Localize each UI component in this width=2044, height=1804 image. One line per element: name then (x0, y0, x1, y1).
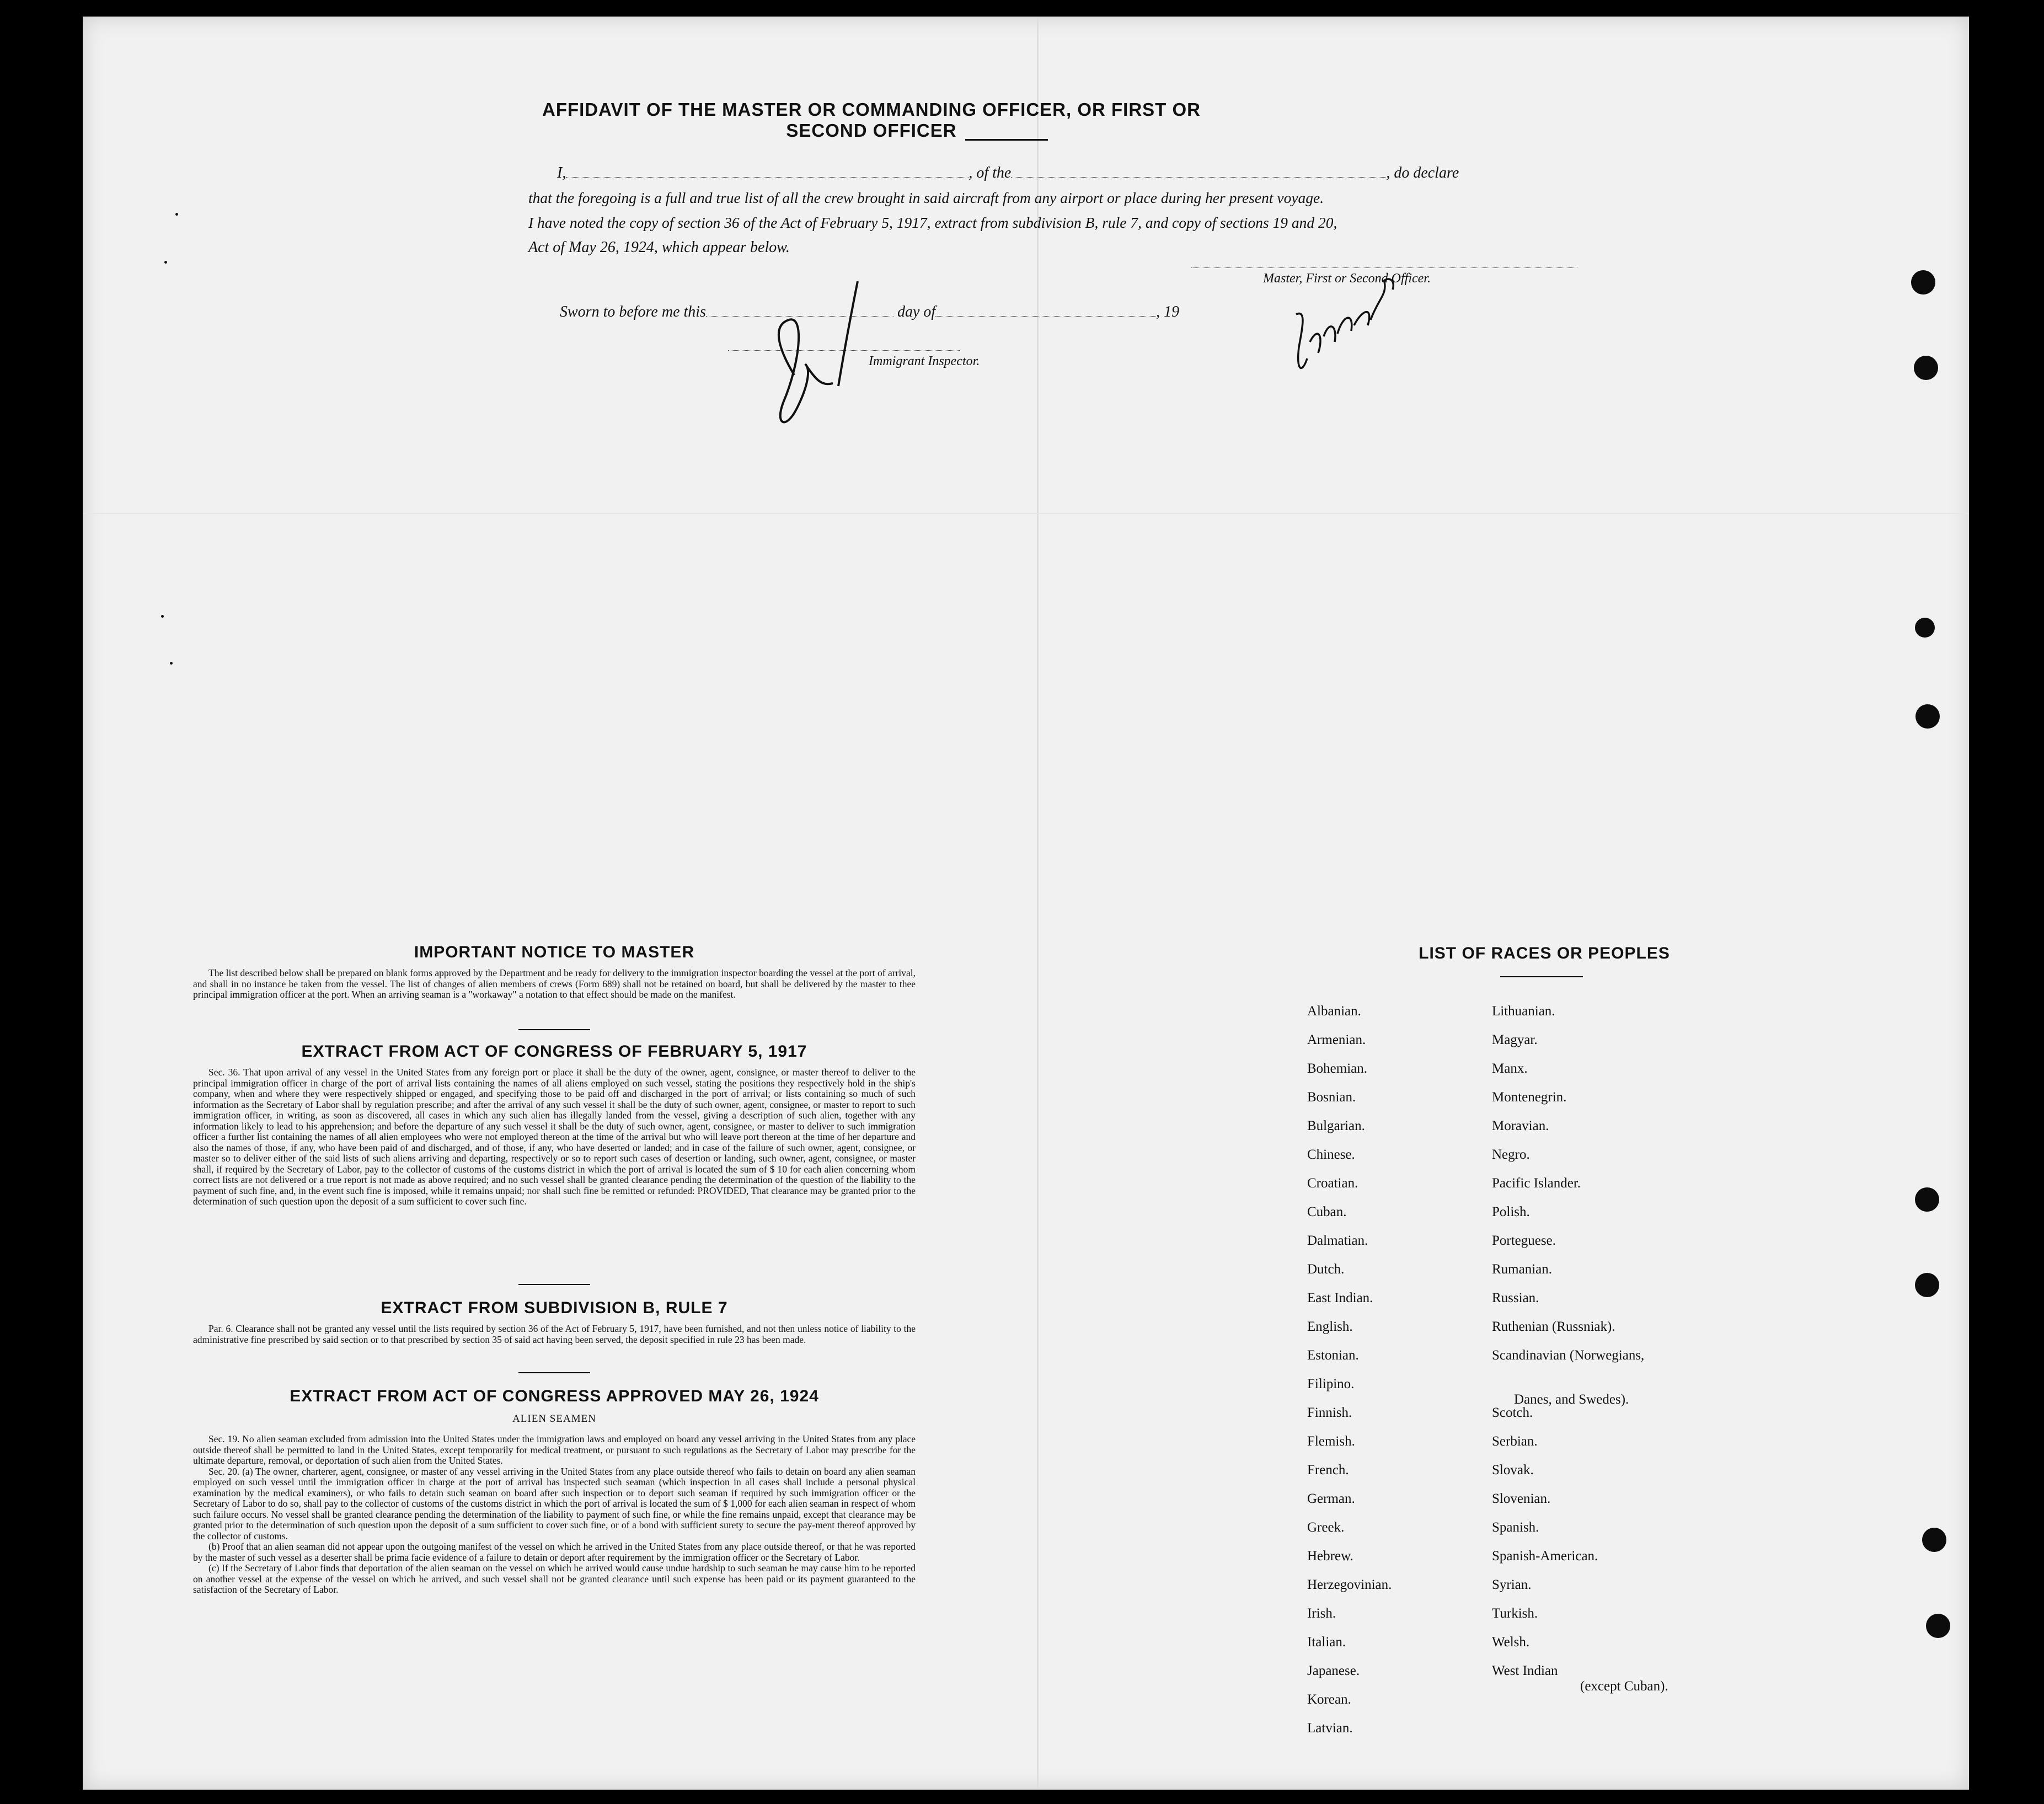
race-item: French. (1307, 1463, 1349, 1478)
race-item: Scotch. (1492, 1405, 1533, 1420)
affidavit-of: , of (969, 164, 989, 181)
race-item: Bulgarian. (1307, 1118, 1365, 1133)
race-item: Bohemian. (1307, 1061, 1368, 1076)
races-rule (1500, 976, 1583, 977)
speck (175, 213, 178, 216)
race-item: Rumanian. (1492, 1262, 1553, 1277)
extract-1917-rule (518, 1284, 590, 1285)
punch-hole (1915, 704, 1940, 729)
notice-text (193, 968, 916, 1000)
race-item: Syrian. (1492, 1577, 1532, 1592)
race-item: Lithuanian. (1492, 1004, 1555, 1019)
sec19-paragraph: Sec. 19. No alien seaman excluded from admission into the United States under the immigration laws and employed on board any vessel arriving in the United States from any place outside thereof shall be permitted to land in the United States, except temporarily for medical treatment, or pursuant to such regulations as the Secretary of Labor may prescribe for the ultimate departure, removal, or deportation of such alien from the United States. (193, 1433, 916, 1466)
race-item: Albanian. (1307, 1004, 1361, 1019)
inspector-label: Immigrant Inspector. (869, 354, 980, 368)
vessel-blank (1011, 165, 1386, 178)
name-blank (566, 165, 969, 178)
fold-line-vertical (1037, 17, 1039, 1790)
race-item: Slovak. (1492, 1463, 1534, 1478)
race-item: Magyar. (1492, 1032, 1538, 1047)
race-item: Chinese. (1307, 1147, 1355, 1162)
sec20c-paragraph: (c) If the Secretary of Labor finds that deportation of the alien seaman on the vessel on which he arrived would cause undue hardship to such seaman he may cause him to be reported on another vessel at the expense of the vessel on which he arrived, and such vessel shall not be granted clearance until such expense has been paid or its payment guaranteed to the satisfaction of the Secretary of Labor. (193, 1562, 916, 1595)
speck (170, 662, 173, 665)
day-of-text: day of (897, 303, 936, 320)
race-item: Porteguese. (1492, 1233, 1556, 1248)
affidavit-declare: , do declare (1386, 164, 1459, 181)
race-item: Spanish. (1492, 1520, 1539, 1535)
race-item: Croatian. (1307, 1176, 1358, 1191)
affidavit-line-3: I have noted the copy of section 36 of the Act of February 5, 1917, extract from subdivision B, rule 7, and copy of sections 19 and 20, (528, 214, 1337, 231)
race-item: English. (1307, 1319, 1353, 1334)
inspector-signature (756, 276, 877, 436)
extract-1924-title: EXTRACT FROM ACT OF CONGRESS APPROVED MAY 26, 1924 (290, 1387, 819, 1405)
race-item: Manx. (1492, 1061, 1528, 1076)
month-blank (935, 304, 1156, 317)
affidavit-line-2: that the foregoing is a full and true list of all the crew brought in said aircraft from any airport or place during her present voyage. (528, 189, 1324, 206)
race-item: Japanese. (1307, 1663, 1360, 1678)
notice-title: IMPORTANT NOTICE TO MASTER (414, 943, 695, 961)
race-item: Greek. (1307, 1520, 1345, 1535)
race-item: Irish. (1307, 1606, 1336, 1621)
extract-1917-paragraph: Sec. 36. That upon arrival of any vessel in the United States from any foreign port or place it shall be the duty of the owner, agent, consignee, or master thereof to deliver to the principal immigration officer in charge of the port of arrival lists containing the names of all aliens employed on such vessel, stating the positions they respectively hold in the ship's company, when and where they were respectively shipped or engaged, and specifying those to be paid off and discharged in the port of arrival; or lists containing so much of such information as the Secretary of Labor shall by regulation prescribe; and after the arrival of any such vessel it shall be the duty of such owner, agent, consignee, or master to report to such immigration officer, in writing, as soon as discovered, all cases in which any such alien has illegally landed from the vessel, giving a description of such alien, together with any information likely to lead to his apprehension; and before the departure of any such vessel it shall be the duty of such owner, agent, consignee, or master to deliver to such immigration officer a further list containing the names of all alien employees who were not employed thereon at the time of the arrival but who will leave port thereon at the time of her departure and also the names of those, if any, who have been paid of and discharged, and of those, if any, who have deserted or landed; and in case of the failure of such owner, agent, consignee, or master so to deliver either of the said lists of such aliens arriving and departing, respectively or so to report such cases of desertion or landing, such owner, agent, consignee, or master shall, if required by the Secretary of Labor, pay to the collector of customs of the customs district in which the port of arrival is located the sum of $ 10 for each alien concerning whom correct lists are not delivered or a true report is not made as above required; and no such vessel shall be granted clearance pending the determination of the question of the liability to the payment of such fine, and, in the event such fine is imposed, while it remains unpaid; nor shall such fine be remitted or refunded: PROVIDED, That clearance may be granted prior to the determination of such question upon the deposit of a sum sufficient to cover such fine. (193, 1067, 916, 1207)
affidavit-line-1 (557, 164, 1459, 182)
race-item: Armenian. (1307, 1032, 1366, 1047)
speck (161, 615, 164, 618)
affidavit-title: AFFIDAVIT OF THE MASTER OR COMMANDING OFFICER, OR FIRST OR SECOND OFFICER (542, 99, 1201, 141)
document-sheet (83, 17, 1969, 1790)
race-item: German. (1307, 1491, 1355, 1506)
race-item: Finnish. (1307, 1405, 1352, 1420)
race-item: Polish. (1492, 1205, 1530, 1219)
sec20a-paragraph: Sec. 20. (a) The owner, charterer, agent, consignee, or master of any vessel arriving in the United States from any place outside thereof who fails to detain on board any alien seaman employed on such vessel until the immigration officer in charge at the port of arrival has inspected such seaman (which inspection in all cases shall include a personal physical examination by the medical examiners), or who fails to detain such seaman on board after such inspection or to deport such seaman if required by such immigration officer or the Secretary of Labor to do so, shall pay to the collector of customs of the customs district in which the port of arrival is located the sum of $ 1,000 for each alien seaman in respect of whom such failure occurs. No vessel shall be granted clearance pending the determination of the liability to payment of such fine, or while the fine remains unpaid, except that clearance may be granted prior to the determination of such question upon the deposit of a sum sufficient to cover such fine, or of a bond with sufficient surety to secure the pay-ment thereof approved by the collector of customs. (193, 1465, 916, 1541)
race-item: East Indian. (1307, 1291, 1373, 1305)
race-item: Montenegrin. (1492, 1090, 1567, 1105)
title-rule (965, 139, 1048, 141)
notice-paragraph: The list described below shall be prepared on blank forms approved by the Department and be ready for delivery to the immigration inspector boarding the vessel at the port of arrival, and shall in no instance be taken from the vessel. The list of changes of alien members of crews (Form 689) shall not be retained on board, but shall be delivered by the master to thee principal immigration officer at the port. When an arriving seaman is a "workaway" a notation to that effect should be made on the manifest. (193, 967, 916, 1000)
race-item: Turkish. (1492, 1606, 1538, 1621)
speck (164, 261, 167, 264)
rule7-rule (518, 1372, 590, 1373)
race-item: Dutch. (1307, 1262, 1345, 1277)
race-item: Filipino. (1307, 1377, 1355, 1391)
affidavit-line-4: Act of May 26, 1924, which appear below. (528, 239, 790, 256)
race-item: Scandinavian (Norwegians, (1492, 1348, 1645, 1363)
fold-line-horizontal (83, 513, 1969, 514)
race-item: Latvian. (1307, 1721, 1353, 1736)
sec20b-paragraph: (b) Proof that an alien seaman did not appear upon the outgoing manifest of the vessel on which he arrived in the United States from any place outside thereof, or that he was reported by the master of such vessel as a deserter shall be prima facie evidence of a failure to detain or deport after requirement by the immigration officer or the Secretary of Labor. (193, 1541, 916, 1563)
races-title: LIST OF RACES OR PEOPLES (1419, 944, 1670, 962)
affidavit-i: I, (557, 164, 566, 181)
alien-seamen-subtitle: ALIEN SEAMEN (512, 1413, 596, 1425)
punch-hole (1914, 356, 1938, 380)
race-item: Moravian. (1492, 1118, 1549, 1133)
punch-hole (1915, 1187, 1939, 1212)
extract-1917-text (193, 1067, 916, 1207)
notice-rule (518, 1029, 590, 1030)
race-item: Estonian. (1307, 1348, 1359, 1363)
race-item: Hebrew. (1307, 1549, 1353, 1564)
extract-1924-text (193, 1434, 916, 1596)
rule7-text (193, 1324, 916, 1345)
race-item: Serbian. (1492, 1434, 1538, 1449)
officer-signature (1285, 259, 1417, 392)
punch-hole (1915, 618, 1935, 638)
race-item: Bosnian. (1307, 1090, 1356, 1105)
race-item: (except Cuban). (1580, 1679, 1668, 1694)
race-item: Danes, and Swedes). (1514, 1392, 1629, 1407)
race-item: Dalmatian. (1307, 1233, 1368, 1248)
punch-hole (1915, 1273, 1939, 1297)
race-item: Cuban. (1307, 1205, 1347, 1219)
affidavit-the: the (992, 164, 1012, 181)
master-label: Master, First or Second Officer. (1263, 271, 1431, 286)
rule7-paragraph: Par. 6. Clearance shall not be granted any vessel until the lists required by section 36 of the Act of February 5, 1917, have been furnished, and not then unless notice of liability to the administrative fine prescribed by said section or to that prescribed by section 35 of said act having been served, the deposit specified in rule 23 has been made. (193, 1323, 916, 1345)
punch-hole (1911, 270, 1935, 295)
sworn-text: Sworn to before me this (560, 303, 706, 320)
extract-1917-title: EXTRACT FROM ACT OF CONGRESS OF FEBRUARY 5, 1917 (301, 1042, 807, 1061)
race-item: Korean. (1307, 1692, 1351, 1707)
race-item: Flemish. (1307, 1434, 1355, 1449)
race-item: Russian. (1492, 1291, 1539, 1305)
race-item: Herzegovinian. (1307, 1577, 1392, 1592)
race-item: Slovenian. (1492, 1491, 1551, 1506)
rule7-title: EXTRACT FROM SUBDIVISION B, RULE 7 (381, 1299, 728, 1317)
punch-hole (1926, 1614, 1950, 1638)
race-item: Welsh. (1492, 1635, 1530, 1650)
race-item: West Indian (1492, 1663, 1558, 1678)
race-item: Negro. (1492, 1147, 1530, 1162)
race-item: Pacific Islander. (1492, 1176, 1581, 1191)
punch-hole (1922, 1528, 1946, 1552)
year-text: , 19 (1156, 303, 1180, 320)
race-item: Ruthenian (Russniak). (1492, 1319, 1615, 1334)
race-item: Italian. (1307, 1635, 1346, 1650)
race-item: Spanish-American. (1492, 1549, 1598, 1564)
